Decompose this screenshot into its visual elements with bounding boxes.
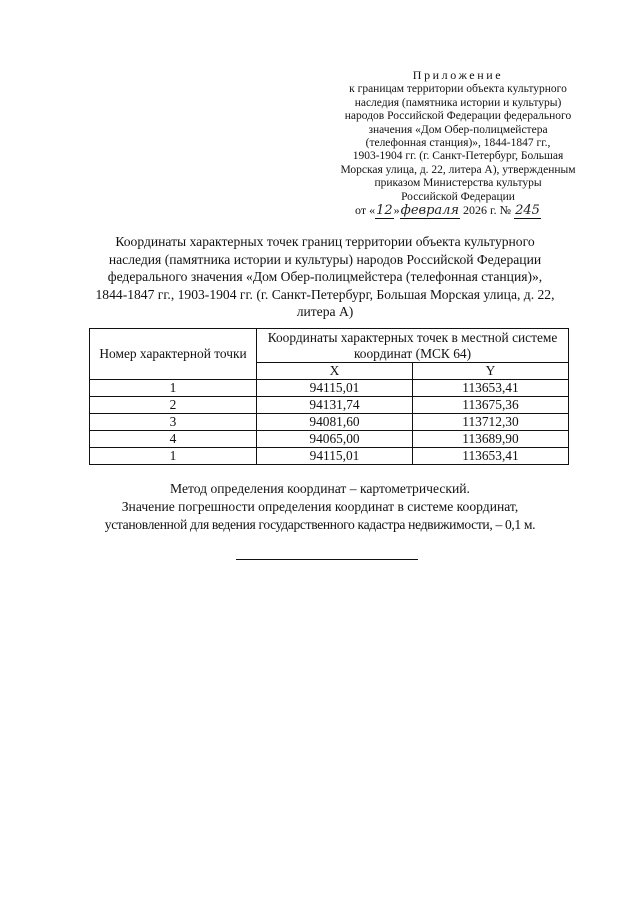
cell-y: 113653,41 bbox=[412, 448, 568, 465]
heading-line: Координаты характерных точек границ территории объекта культурного bbox=[115, 234, 535, 249]
handwritten-month: февраля bbox=[400, 203, 460, 218]
annex-block bbox=[318, 69, 598, 204]
annex-line: значения «Дом Обер-полицмейстера bbox=[368, 123, 548, 136]
document-heading bbox=[60, 233, 590, 321]
annex-line: к границам территории объекта культурного bbox=[349, 83, 567, 96]
cell-y: 113689,90 bbox=[412, 431, 568, 448]
annex-line: наследия (памятника истории и культуры) bbox=[354, 96, 562, 109]
accuracy-note-line2: установленной для ведения государственного кадастра недвижимости, – 0,1 м. bbox=[104, 517, 536, 532]
header-y: Y bbox=[412, 363, 568, 380]
annex-line: приказом Министерства культуры bbox=[374, 177, 542, 190]
cell-x: 94081,60 bbox=[257, 414, 413, 431]
coordinates-table bbox=[89, 328, 569, 465]
heading-line: федерального значения «Дом Обер-полицмейстера (телефонная станция)», bbox=[107, 269, 543, 285]
annex-line: народов Российской Федерации федерального bbox=[344, 110, 572, 123]
cell-x: 94115,01 bbox=[257, 448, 413, 465]
handwritten-order-number: 245 bbox=[515, 203, 540, 218]
table-row bbox=[90, 414, 569, 431]
annex-title: Приложение bbox=[412, 68, 504, 82]
order-prefix: от « bbox=[355, 203, 376, 217]
order-quote-close: » bbox=[393, 203, 400, 217]
annex-line: 1903-1904 гг. (г. Санкт-Петербург, Большая bbox=[352, 150, 564, 163]
cell-point: 1 bbox=[90, 380, 257, 397]
cell-y: 113653,41 bbox=[412, 380, 568, 397]
heading-line: литера А) bbox=[296, 304, 354, 320]
method-note: Метод определения координат – картометрический. bbox=[170, 481, 470, 496]
cell-y: 113675,36 bbox=[412, 397, 568, 414]
table-row bbox=[90, 448, 569, 465]
annex-line: Российской Федерации bbox=[401, 190, 515, 203]
heading-line: наследия (памятника истории и культуры) народов Российской Федерации bbox=[108, 251, 542, 267]
header-x: X bbox=[257, 363, 413, 380]
order-date-number bbox=[355, 203, 615, 218]
handwritten-day: 12 bbox=[376, 203, 393, 218]
closing-divider bbox=[236, 559, 418, 560]
table-header-row bbox=[90, 329, 569, 363]
annex-line: (телефонная станция)», 1844-1847 гг., bbox=[365, 137, 551, 150]
table-row bbox=[90, 397, 569, 414]
notes-block bbox=[60, 480, 580, 534]
cell-point: 2 bbox=[90, 397, 257, 414]
table-row bbox=[90, 380, 569, 397]
heading-line: 1844-1847 гг., 1903-1904 гг. (г. Санкт-Петербург, Большая Морская улица, д. 22, bbox=[95, 286, 555, 302]
cell-x: 94065,00 bbox=[257, 431, 413, 448]
header-coordinates-group: Координаты характерных точек в местной системе координат (МСК 64) bbox=[257, 329, 569, 363]
cell-x: 94131,74 bbox=[257, 397, 413, 414]
accuracy-note-line1: Значение погрешности определения координат в системе координат, bbox=[121, 499, 519, 514]
cell-point: 4 bbox=[90, 431, 257, 448]
table-row bbox=[90, 431, 569, 448]
cell-point: 1 bbox=[90, 448, 257, 465]
cell-y: 113712,30 bbox=[412, 414, 568, 431]
annex-line: Морская улица, д. 22, литера А), утвержденным bbox=[340, 163, 576, 176]
header-point-number: Номер характерной точки bbox=[90, 329, 257, 380]
order-year: 2026 г. № bbox=[460, 203, 515, 217]
cell-x: 94115,01 bbox=[257, 380, 413, 397]
cell-point: 3 bbox=[90, 414, 257, 431]
